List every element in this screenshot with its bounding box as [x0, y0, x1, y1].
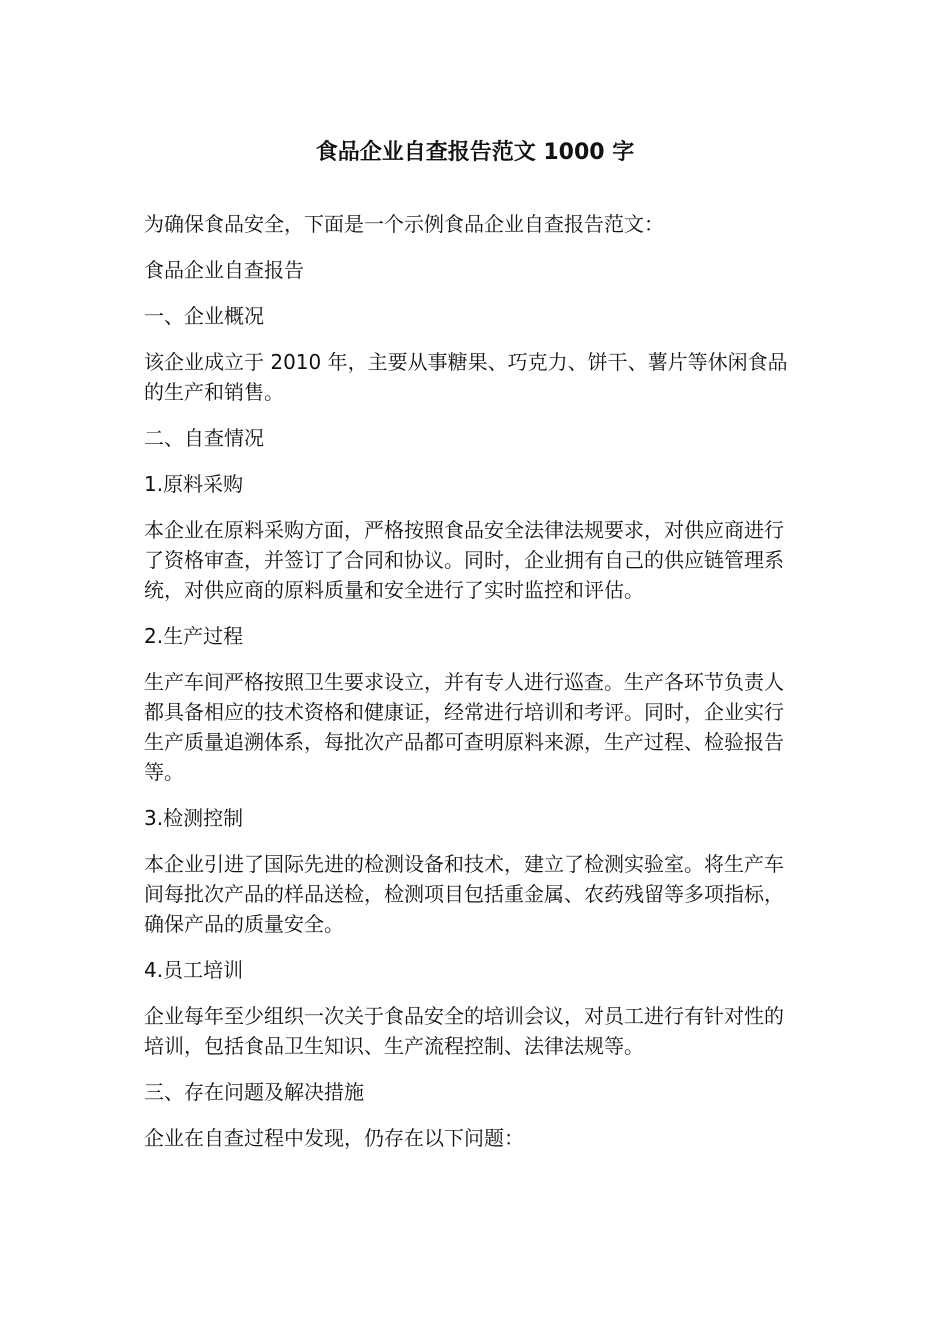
report-heading: 食品企业自查报告 [144, 258, 304, 282]
raw-material-paragraph: 本企业在原料采购方面，严格按照食品安全法律法规要求，对供应商进行了资格审查，并签订了合同和协议。同时，企业拥有自己的供应链管理系统，对供应商的原料质量和安全进行了实时监控和评估。 [144, 518, 784, 602]
training-paragraph: 企业每年至少组织一次关于食品安全的培训会议，对员工进行有针对性的培训，包括食品卫生知识、生产流程控制、法律法规等。 [144, 1004, 784, 1058]
document-title: 食品企业自查报告范文 1000 字 [315, 140, 635, 165]
issues-paragraph: 企业在自查过程中发现，仍存在以下问题： [144, 1126, 524, 1150]
production-paragraph: 生产车间严格按照卫生要求设立，并有专人进行巡查。生产各环节负责人都具备相应的技术资格和健康证，经常进行培训和考评。同时，企业实行生产质量追溯体系，每批次产品都可查明原料来源，生产过程、检验报告等。 [144, 670, 784, 784]
section-heading-issues: 三、存在问题及解决措施 [144, 1080, 364, 1104]
section-heading-overview: 一、企业概况 [144, 304, 264, 328]
testing-paragraph: 本企业引进了国际先进的检测设备和技术，建立了检测实验室。将生产车间每批次产品的样品送检，检测项目包括重金属、农药残留等多项指标，确保产品的质量安全。 [144, 852, 784, 936]
section-heading-self-check: 二、自查情况 [144, 426, 264, 450]
subheading-training: 4.员工培训 [144, 958, 244, 982]
subheading-raw-material: 1.原料采购 [144, 472, 244, 496]
subheading-production: 2.生产过程 [144, 624, 244, 648]
overview-paragraph: 该企业成立于 2010 年，主要从事糖果、巧克力、饼干、薯片等休闲食品的生产和销售。 [144, 350, 788, 404]
intro-paragraph: 为确保食品安全，下面是一个示例食品企业自查报告范文： [144, 212, 664, 236]
subheading-testing: 3.检测控制 [144, 806, 244, 830]
document-body [144, 209, 796, 1169]
